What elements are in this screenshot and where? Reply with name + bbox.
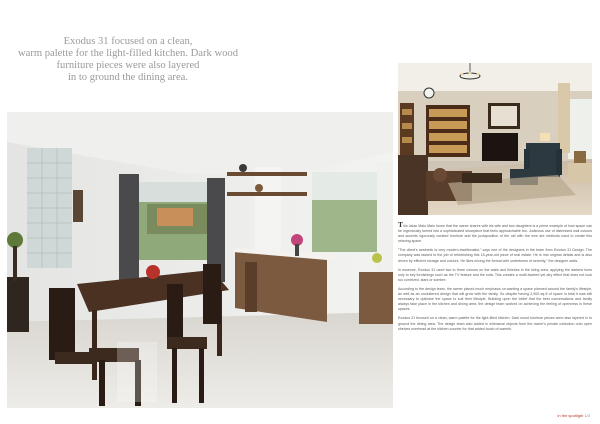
article-body	[398, 222, 592, 336]
article-paragraph-4: According to the design team, the owner placed much emphasis on wanting a space planned around the family's lifestyle, as well as an uncluttered design that will grow with the family. So despite having 2,900-sq-ft of space in total it was still necessary to optimise the space to suit their lifestyle. Building upon the belief that the best conversations and family always take place in the kitchen and dining area, the design team worked on achieving the feeling of openness in these spaces.	[398, 286, 592, 312]
article-paragraph-1-text: his Jalan Malu Malu home that the owner shares with his wife and two daughters is a prime example of how space can be ingeniously turned into a sophisticated showpiece that feels approachable too. Judicious use of distressed wall colours and accents rigorously curated furniture and the juxtaposition of the old with the new are methods used to create this relaxing space.	[398, 224, 592, 244]
pull-quote: Exodus 31 focused on a clean, warm palette for the light-filled kitchen. Dark wood furniture pieces were also layered in to ground the dining area.	[17, 36, 239, 83]
article-paragraph-2: "The client's aesthetic is very modern-traditionalist," says one of the designers in the team from Exodus 31 Design. The company was tasked to the job of refurbishing this 15-year-old piece of real estate. He is into original details and is also driven by efficient storage and colours. He likes mixing the formal with undertones of serenity," the designer adds.	[398, 248, 592, 263]
folio-page: 1/3	[584, 413, 590, 418]
drop-cap: T	[398, 220, 404, 229]
article-paragraph-3: In essence, Exodus 31 used two to three colours on the walls and finishes in the living area, applying the darkest hues only to key furnishings such as the TV feature and the sofa. This creates a multi-faceted yet airy effect that does not look too contrived, stark or sombre.	[398, 267, 592, 282]
article-paragraph-5: Exodus 31 focused on a clean, warm palette for the light-filled kitchen. Dark wood furniture pieces were also layered in to ground the dining area. The design team also added in whimsical objects from the owner's private collection onto open shelves overhead at the kitchen counter for that added touch of warmth.	[398, 316, 592, 331]
kitchen-dining-photo	[7, 112, 393, 408]
article-paragraph-1	[398, 222, 592, 244]
living-room-photo	[398, 63, 592, 215]
folio	[558, 413, 590, 418]
folio-section: in the spotlight	[557, 413, 584, 418]
